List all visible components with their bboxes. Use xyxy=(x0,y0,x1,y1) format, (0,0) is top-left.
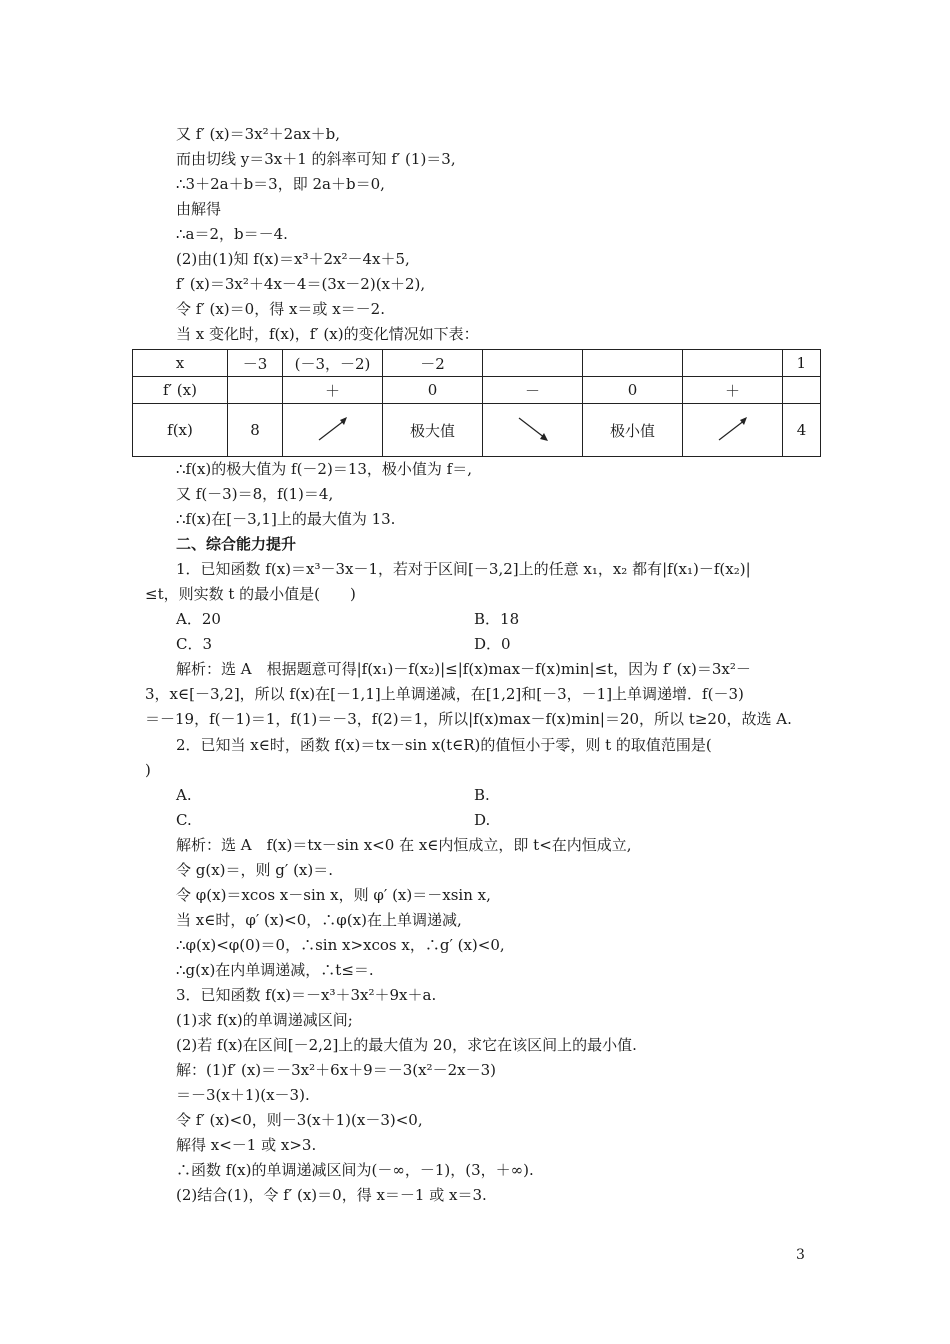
q1-option-d: D．0 xyxy=(474,635,511,653)
table-cell xyxy=(228,377,283,404)
q1-stem: 1．已知函数 f(x)＝x³－3x－1，若对于区间[－3,2]上的任意 x₁，x₂ 都有|f(x₁)－f(x₂)| xyxy=(176,560,751,578)
table-cell: f(x) xyxy=(133,404,228,457)
table-cell: 0 xyxy=(383,377,483,404)
text-line: ∴a＝2，b＝－4. xyxy=(176,225,288,243)
q2-solution: 解析：选 A f(x)＝tx－sin x<0 在 x∈内恒成立，即 t<在内恒成立, xyxy=(176,836,632,854)
section-heading: 二、综合能力提升 xyxy=(176,535,297,553)
text-line: ∴f(x)的极大值为 f(－2)＝13，极小值为 f＝, xyxy=(176,460,473,478)
page-number: 3 xyxy=(796,1247,805,1263)
table-cell: ＋ xyxy=(683,377,783,404)
decreasing-arrow-icon xyxy=(513,412,553,444)
q2-option-c: C. xyxy=(176,811,192,829)
table-cell: － xyxy=(483,377,583,404)
table-row xyxy=(133,350,821,377)
table-cell xyxy=(683,350,783,377)
text-line: 当 x 变化时，f(x)，f′ (x)的变化情况如下表： xyxy=(176,325,479,343)
q1-solution: ＝－19，f(－1)＝1，f(1)＝－3，f(2)＝1，所以|f(x)max－f(x)min|＝20，所以 t≥20，故选 A. xyxy=(145,710,792,728)
q2-stem: ) xyxy=(145,761,151,779)
q1-option-a: A．20 xyxy=(176,610,221,628)
q2-option-b: B. xyxy=(474,786,490,804)
q3-line: 解：(1)f′ (x)＝－3x²＋6x＋9＝－3(x²－2x－3) xyxy=(176,1061,496,1079)
increasing-arrow-icon xyxy=(713,412,753,444)
increasing-arrow-icon xyxy=(313,412,353,444)
q3-line: 解得 x<－1 或 x>3. xyxy=(176,1136,317,1154)
q2-option-a: A. xyxy=(176,786,192,804)
table-row xyxy=(133,377,821,404)
q3-line: (1)求 f(x)的单调递减区间; xyxy=(176,1011,353,1029)
table-cell: 8 xyxy=(228,404,283,457)
table-cell: 4 xyxy=(783,404,821,457)
q3-line: (2)若 f(x)在区间[－2,2]上的最大值为 20，求它在该区间上的最小值. xyxy=(176,1036,637,1054)
text-line: (2)由(1)知 f(x)＝x³＋2x²－4x＋5, xyxy=(176,250,410,268)
text-line: ∴f(x)在[－3,1]上的最大值为 13. xyxy=(176,510,396,528)
table-cell xyxy=(683,404,783,457)
table-cell xyxy=(583,350,683,377)
table-cell: (－3，－2) xyxy=(283,350,383,377)
text-line: 由解得 xyxy=(176,200,222,218)
text-line: 而由切线 y＝3x＋1 的斜率可知 f′ (1)＝3, xyxy=(176,150,456,168)
q1-solution: 解析：选 A 根据题意可得|f(x₁)－f(x₂)|≤|f(x)max－f(x)min|≤t，因为 f′ (x)＝3x²－ xyxy=(176,660,751,678)
text-line: 又 f(－3)＝8，f(1)＝4, xyxy=(176,485,334,503)
q2-option-d: D. xyxy=(474,811,491,829)
text-line: ∴3＋2a＋b＝3，即 2a＋b＝0, xyxy=(176,175,385,193)
table-row xyxy=(133,404,821,457)
table-cell xyxy=(783,377,821,404)
q1-option-b: B．18 xyxy=(474,610,520,628)
q3-line: 令 f′ (x)<0，则－3(x＋1)(x－3)<0, xyxy=(176,1111,423,1129)
table-cell: 0 xyxy=(583,377,683,404)
table-cell xyxy=(483,404,583,457)
table-cell: 极小值 xyxy=(583,404,683,457)
q2-stem: 2．已知当 x∈时，函数 f(x)＝tx－sin x(t∈R)的值恒小于零，则 t 的取值范围是( xyxy=(176,736,712,754)
text-line: 又 f′ (x)＝3x²＋2ax＋b, xyxy=(176,125,340,143)
q3-line: (2)结合(1)，令 f′ (x)＝0，得 x＝－1 或 x＝3. xyxy=(176,1186,487,1204)
q1-option-c: C．3 xyxy=(176,635,213,653)
table-cell: ＋ xyxy=(283,377,383,404)
text-line: f′ (x)＝3x²＋4x－4＝(3x－2)(x＋2), xyxy=(176,275,426,293)
q3-line: ∴函数 f(x)的单调递减区间为(－∞，－1)，(3，＋∞). xyxy=(176,1161,534,1179)
variation-table xyxy=(132,349,821,457)
table-cell: 1 xyxy=(783,350,821,377)
q2-solution: ∴φ(x)<φ(0)＝0，∴sin x>xcos x，∴g′ (x)<0, xyxy=(176,936,505,954)
q2-solution: 令 g(x)＝，则 g′ (x)＝. xyxy=(176,861,334,879)
q3-line: ＝－3(x＋1)(x－3). xyxy=(176,1086,310,1104)
q3-line: 3．已知函数 f(x)＝－x³＋3x²＋9x＋a. xyxy=(176,986,437,1004)
text-line: 令 f′ (x)＝0，得 x＝或 x＝－2. xyxy=(176,300,385,318)
table-cell xyxy=(483,350,583,377)
table-cell: －2 xyxy=(383,350,483,377)
q1-solution: 3，x∈[－3,2]，所以 f(x)在[－1,1]上单调递减，在[1,2]和[－3，－1]上单调递增．f(－3) xyxy=(145,685,744,703)
q2-solution: 令 φ(x)＝xcos x－sin x，则 φ′ (x)＝－xsin x, xyxy=(176,886,491,904)
q2-solution: 当 x∈时，φ′ (x)<0，∴φ(x)在上单调递减, xyxy=(176,911,462,929)
table-cell: －3 xyxy=(228,350,283,377)
table-cell: 极大值 xyxy=(383,404,483,457)
q1-stem: ≤t，则实数 t 的最小值是( ) xyxy=(145,585,356,603)
table-cell xyxy=(283,404,383,457)
table-cell: f′ (x) xyxy=(133,377,228,404)
table-cell: x xyxy=(133,350,228,377)
q2-solution: ∴g(x)在内单调递减，∴t≤＝. xyxy=(176,961,374,979)
